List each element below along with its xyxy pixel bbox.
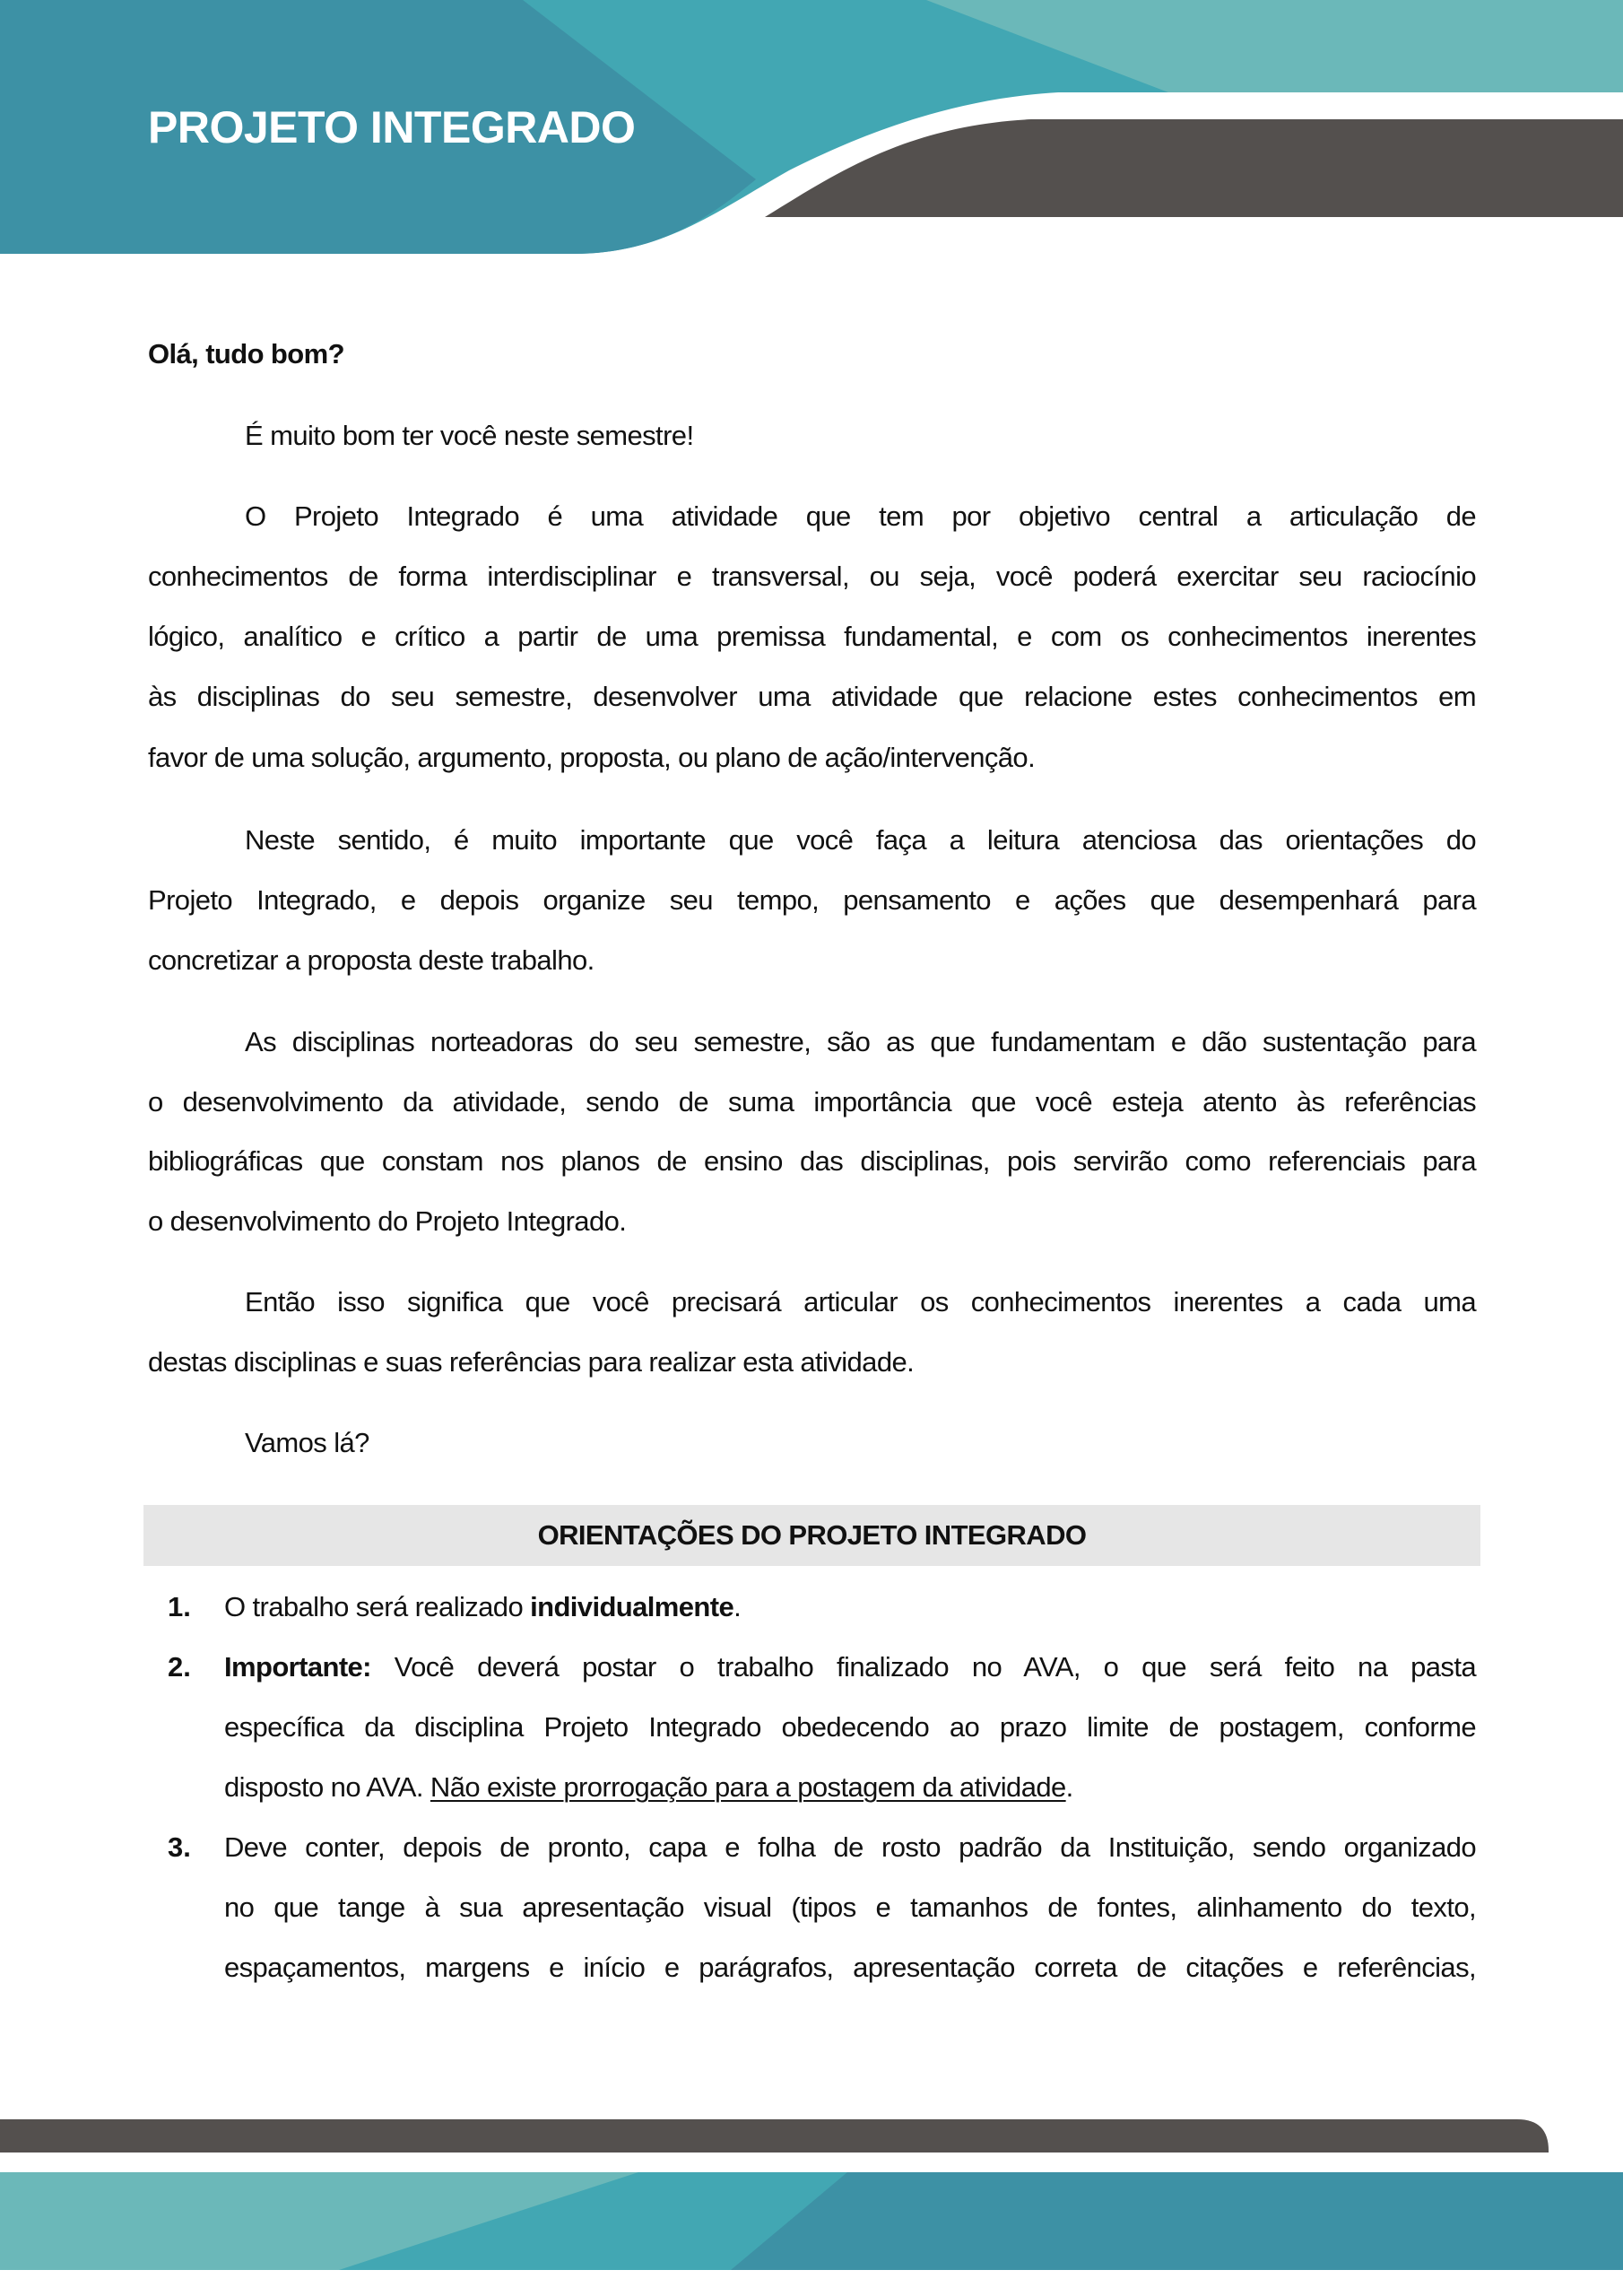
list-item-text	[224, 1770, 1476, 1805]
paragraph-line: às disciplinas do seu semestre, desenvolver uma atividade que relacione estes conhecimentos em	[148, 681, 1476, 712]
paragraph-closing: Vamos lá?	[245, 1427, 369, 1458]
footer-gray-bar	[0, 2119, 1549, 2152]
list-text: Você deverá postar o trabalho finalizado no AVA, o que será feito na pasta	[370, 1651, 1476, 1683]
list-number: 2.	[168, 1651, 191, 1683]
list-number: 1.	[168, 1591, 191, 1622]
paragraph-welcome: É muito bom ter você neste semestre!	[245, 420, 694, 451]
list-text: .	[1065, 1771, 1073, 1803]
list-item-text: espaçamentos, margens e início e parágrafos, apresentação correta de citações e referências,	[224, 1952, 1476, 1983]
list-text: O trabalho será realizado	[224, 1591, 531, 1622]
section-title: ORIENTAÇÕES DO PROJETO INTEGRADO	[537, 1519, 1087, 1551]
list-number: 3.	[168, 1831, 191, 1863]
paragraph-line: Então isso significa que você precisará articular os conhecimentos inerentes a cada uma	[245, 1286, 1476, 1318]
footer-banner	[0, 2108, 1623, 2287]
paragraph-line: lógico, analítico e crítico a partir de uma premissa fundamental, e com os conhecimentos inerentes	[148, 621, 1476, 652]
list-item-text: Deve conter, depois de pronto, capa e folha de rosto padrão da Instituição, sendo organizado	[224, 1831, 1476, 1863]
list-item-text: específica da disciplina Projeto Integrado obedecendo ao prazo limite de postagem, conforme	[224, 1711, 1476, 1743]
list-text-bold: Importante:	[224, 1651, 371, 1683]
section-heading-box	[143, 1505, 1480, 1566]
paragraph-line: Projeto Integrado, e depois organize seu tempo, pensamento e ações que desempenhará para	[148, 884, 1476, 916]
paragraph-line: conhecimentos de forma interdisciplinar e transversal, ou seja, você poderá exercitar seu raciocínio	[148, 561, 1476, 592]
paragraph-line: As disciplinas norteadoras do seu semestre, são as que fundamentam e dão sustentação para	[245, 1026, 1476, 1057]
paragraph-line: destas disciplinas e suas referências para realizar esta atividade.	[148, 1346, 915, 1378]
list-text: disposto no AVA.	[224, 1771, 430, 1803]
paragraph-line: concretizar a proposta deste trabalho.	[148, 944, 595, 976]
greeting: Olá, tudo bom?	[148, 338, 344, 370]
paragraph-line: o desenvolvimento do Projeto Integrado.	[148, 1205, 627, 1237]
list-text: .	[733, 1591, 742, 1622]
list-item-text	[224, 1589, 1476, 1625]
paragraph-line: Neste sentido, é muito importante que você faça a leitura atenciosa das orientações do	[245, 824, 1476, 856]
list-text-bold: individualmente	[530, 1591, 734, 1622]
list-text-underlined: Não existe prorrogação para a postagem da atividade	[430, 1771, 1066, 1803]
paragraph-line: favor de uma solução, argumento, proposta, ou plano de ação/intervenção.	[148, 742, 1036, 773]
document-title: PROJETO INTEGRADO	[148, 102, 636, 152]
paragraph-line: bibliográficas que constam nos planos de ensino das disciplinas, pois servirão como referenciais para	[148, 1145, 1476, 1177]
paragraph-line: O Projeto Integrado é uma atividade que tem por objetivo central a articulação de	[245, 500, 1476, 532]
list-item-text: no que tange à sua apresentação visual (tipos e tamanhos de fontes, alinhamento do texto,	[224, 1892, 1476, 1923]
header-gray-bar	[765, 119, 1623, 217]
list-item-text	[224, 1649, 1476, 1685]
paragraph-line: o desenvolvimento da atividade, sendo de suma importância que você esteja atento às referências	[148, 1086, 1476, 1118]
